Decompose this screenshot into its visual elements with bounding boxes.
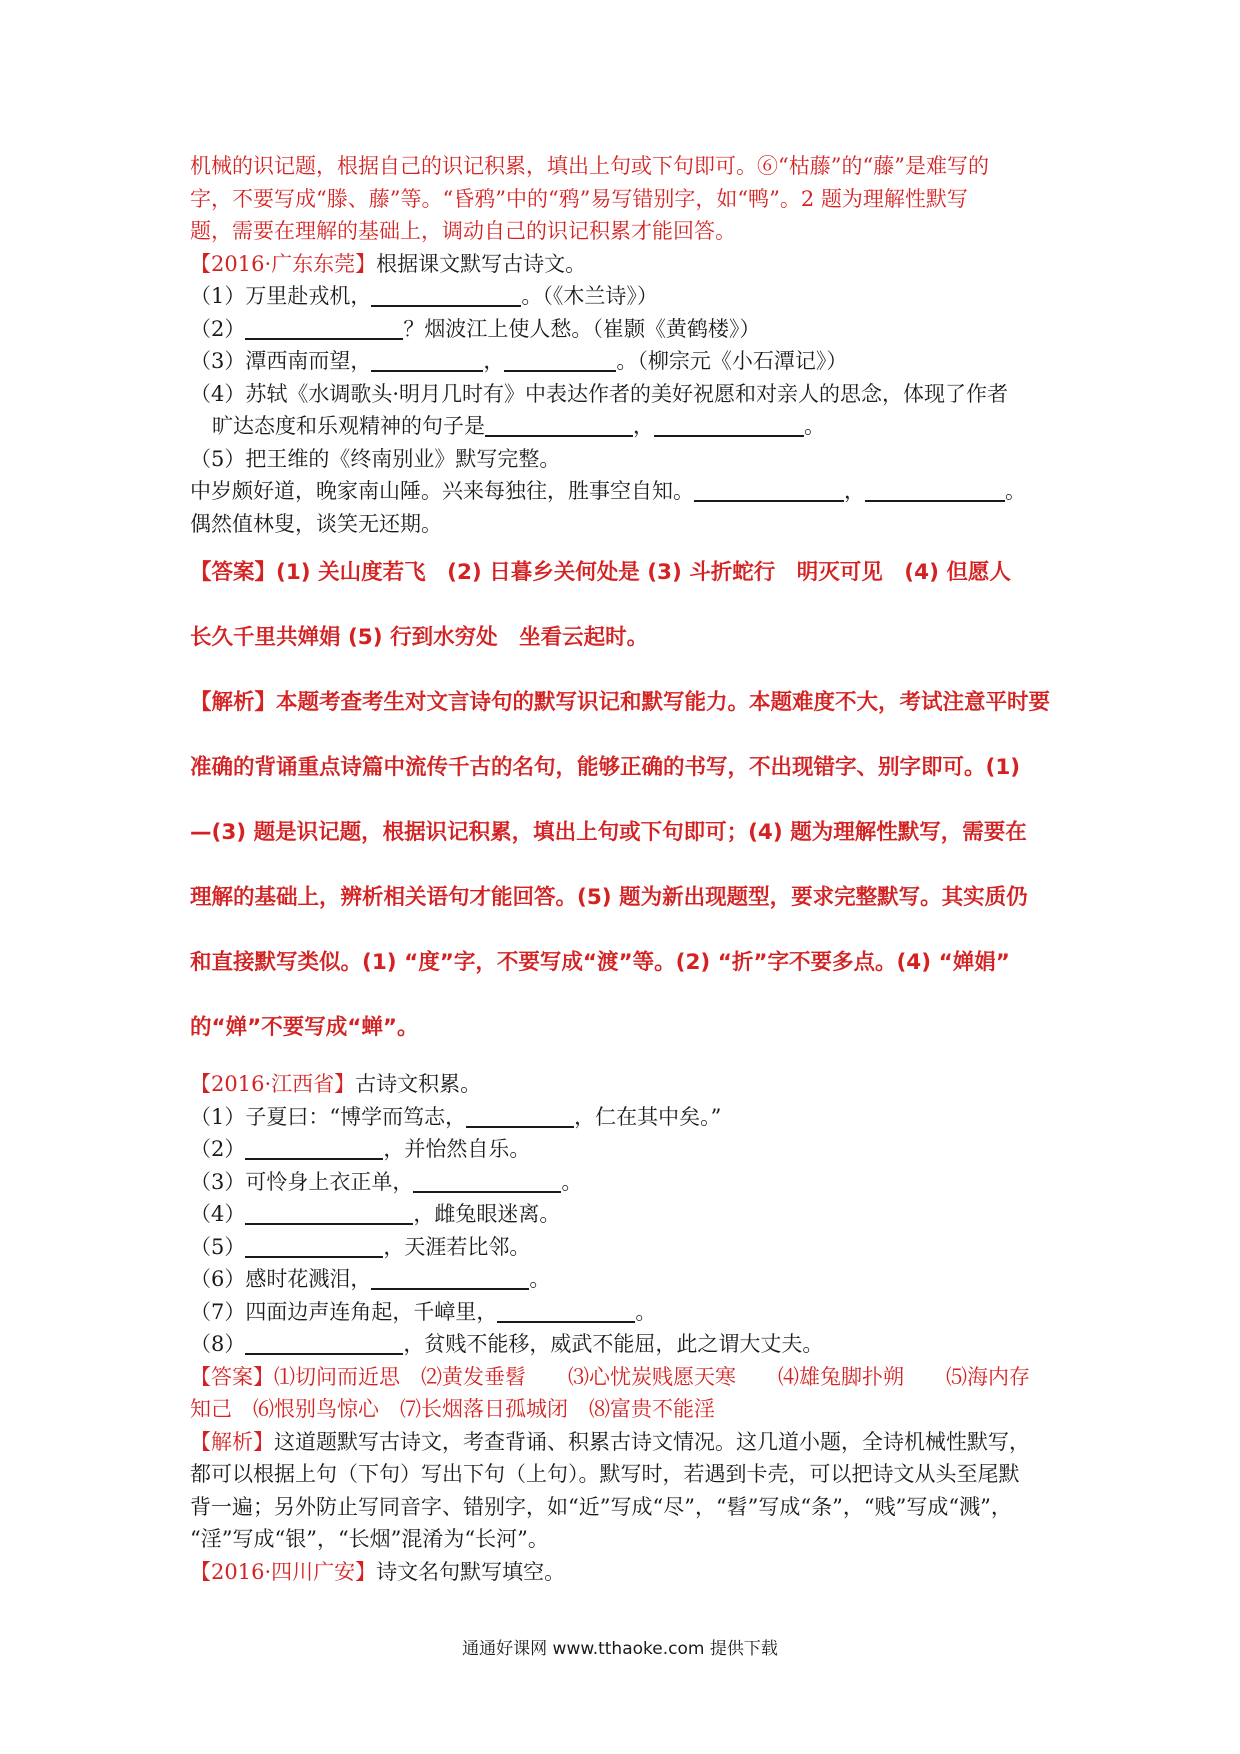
analysis-text: 这道题默写古诗文，考查背诵、积累古诗文情况。这几道小题，全诗机械性默写，	[274, 1429, 1030, 1454]
question-title: 诗文名句默写填空。	[376, 1559, 566, 1584]
question-title: 古诗文积累。	[355, 1072, 482, 1096]
item-text: （2）	[190, 316, 246, 341]
intro-line: 字，不要写成“滕、藤”等。“昏鸦”中的“鸦”易写错别字，如“鸭”。2 题为理解性默写	[190, 186, 968, 211]
analysis-line	[190, 670, 1060, 735]
item-text: ，并怡然自乐。	[383, 1137, 531, 1161]
item-text: ，仁在其中矣。”	[574, 1104, 722, 1129]
answer-line	[190, 1361, 1060, 1394]
fill-blank[interactable]	[485, 413, 633, 437]
intro-line: 题，需要在理解的基础上，调动自己的识记积累才能回答。	[190, 219, 736, 243]
item-text: 。	[804, 414, 825, 438]
fill-blank[interactable]	[245, 1136, 383, 1160]
analysis-line: 准确的背诵重点诗篇中流传千古的名句，能够正确的书写，不出现错字、别字即可。(1)	[190, 755, 1021, 780]
fill-blank[interactable]	[694, 478, 844, 502]
fill-blank[interactable]	[245, 1331, 403, 1355]
analysis-line: 和直接默写类似。(1) “度”字，不要写成“渡”等。(2) “折”字不要多点。(4) “婵娟”	[190, 950, 1010, 975]
question-header	[190, 248, 1060, 281]
question-header	[190, 1068, 1060, 1101]
fill-blank[interactable]	[371, 1266, 529, 1290]
item-text: ，	[633, 414, 654, 438]
source-tag: 【2016·江西省】	[190, 1072, 356, 1096]
fill-blank[interactable]	[371, 348, 483, 372]
fill-blank[interactable]	[504, 348, 616, 372]
fill-blank[interactable]	[413, 1169, 561, 1193]
source-tag: 【2016·广东东莞】	[190, 251, 377, 276]
analysis-line	[190, 1426, 1060, 1459]
analysis-line: —(3) 题是识记题，根据识记积累，填出上句或下句即可；(4) 题为理解性默写，需要在	[190, 820, 1027, 845]
item-text: （4）	[190, 1202, 246, 1226]
analysis-line: 都可以根据上句（下句）写出下句（上句）。默写时，若遇到卡壳，可以把诗文从头至尾默	[190, 1462, 1020, 1486]
analysis-text: 本题考查考生对文言诗句的默写识记和默写能力。本题难度不大，考试注意平时要	[276, 690, 1051, 715]
question-item	[190, 1101, 1060, 1134]
item-text: ，天涯若比邻。	[383, 1234, 531, 1259]
item-text: ，	[844, 479, 865, 503]
question-item	[190, 1296, 1060, 1329]
analysis-tag: 【解析】	[190, 1429, 274, 1454]
item-text: 。（柳宗元《小石潭记》）	[616, 349, 848, 373]
answer-line: 知己 ⑹恨别鸟惊心 ⑺长烟落日孤城闭 ⑻富贵不能淫	[190, 1397, 715, 1421]
fill-blank[interactable]	[245, 316, 403, 340]
fill-blank[interactable]	[371, 283, 521, 307]
question-item	[190, 1166, 1060, 1199]
question-item	[190, 313, 1060, 346]
item-text: （6）感时花溅泪，	[190, 1267, 372, 1291]
document-body	[190, 150, 1060, 1588]
item-text: ，雌兔眼迷离。	[413, 1202, 561, 1226]
answer-text: (1) 关山度若飞 (2) 日暮乡关何处是 (3) 斗折蛇行 明灭可见 (4) 但愿人	[276, 560, 1011, 585]
item-text: （1）万里赴戎机，	[190, 284, 372, 308]
question-item: （5）把王维的《终南别业》默写完整。	[190, 446, 561, 471]
page-footer: 通通好课网 www.tthaoke.com 提供下载	[462, 1639, 778, 1659]
analysis-line: “淫”写成“银”，“长烟”混淆为“长河”。	[190, 1527, 549, 1551]
item-text: 。	[635, 1299, 657, 1324]
fill-blank[interactable]	[865, 478, 1005, 502]
item-text: ？烟波江上使人愁。（崔颢《黄鹤楼》）	[403, 316, 761, 341]
item-text: （3）可怜身上衣正单，	[190, 1169, 414, 1194]
item-text: （7）四面边声连角起，千嶂里，	[190, 1299, 498, 1324]
item-text: （3）潭西南而望，	[190, 349, 372, 373]
question-item	[190, 345, 1060, 378]
item-text: 旷达态度和乐观精神的句子是	[212, 414, 485, 438]
answer-line: 长久千里共婵娟 (5) 行到水穷处 坐看云起时。	[190, 625, 649, 650]
item-text: （5）	[190, 1234, 246, 1259]
question-item: 偶然值林叟，谈笑无还期。	[190, 511, 442, 536]
question-title: 根据课文默写古诗文。	[376, 251, 587, 276]
fill-blank[interactable]	[654, 413, 804, 437]
item-text: （2）	[190, 1137, 246, 1161]
fill-blank[interactable]	[497, 1299, 635, 1323]
item-text: 。（《木兰诗》）	[521, 284, 658, 308]
analysis-line: 的“婵”不要写成“蝉”。	[190, 1015, 419, 1040]
question-item: （4）苏轼《水调歌头·明月几时有》中表达作者的美好祝愿和对亲人的思念，体现了作者	[190, 381, 1009, 406]
item-text: （1）子夏曰：“博学而笃志，	[190, 1104, 467, 1129]
item-text: 中岁颇好道，晚家南山陲。兴来每独往，胜事空自知。	[190, 479, 694, 503]
question-item	[190, 280, 1060, 313]
question-header	[190, 1556, 1060, 1589]
answer-tag: 【答案】	[190, 560, 277, 585]
question-item	[190, 1263, 1060, 1296]
item-text: （8）	[190, 1332, 246, 1356]
question-item	[190, 1231, 1060, 1264]
analysis-line: 理解的基础上，辨析相关语句才能回答。(5) 题为新出现题型，要求完整默写。其实质仍	[190, 885, 1028, 910]
answer-tag: 【答案】	[190, 1364, 274, 1389]
item-text: ，	[483, 349, 505, 373]
item-text: 。	[1005, 479, 1026, 503]
item-text: ，贫贱不能移，威武不能屈，此之谓大丈夫。	[403, 1332, 824, 1356]
fill-blank[interactable]	[245, 1201, 413, 1225]
answer-line	[190, 540, 1060, 605]
question-item	[190, 410, 1060, 443]
fill-blank[interactable]	[245, 1234, 383, 1258]
analysis-tag: 【解析】	[190, 690, 277, 715]
analysis-line: 背一遍；另外防止写同音字、错别字，如“近”写成“尽”，“髫”写成“条”，“贱”写成“溅”，	[190, 1494, 1012, 1519]
source-tag: 【2016·四川广安】	[190, 1559, 377, 1584]
answer-text: ⑴切问而近思 ⑵黄发垂髫 ⑶心忧炭贱愿天寒 ⑷雄兔脚扑朔 ⑸海内存	[274, 1364, 1030, 1389]
question-item	[190, 1133, 1060, 1166]
fill-blank[interactable]	[466, 1104, 574, 1128]
question-item	[190, 1328, 1060, 1361]
item-text: 。	[561, 1169, 583, 1194]
question-item	[190, 475, 1060, 508]
question-item	[190, 1198, 1060, 1231]
item-text: 。	[529, 1267, 551, 1291]
intro-line: 机械的识记题，根据自己的识记积累，填出上句或下句即可。⑥“枯藤”的“藤”是难写的	[190, 154, 989, 178]
